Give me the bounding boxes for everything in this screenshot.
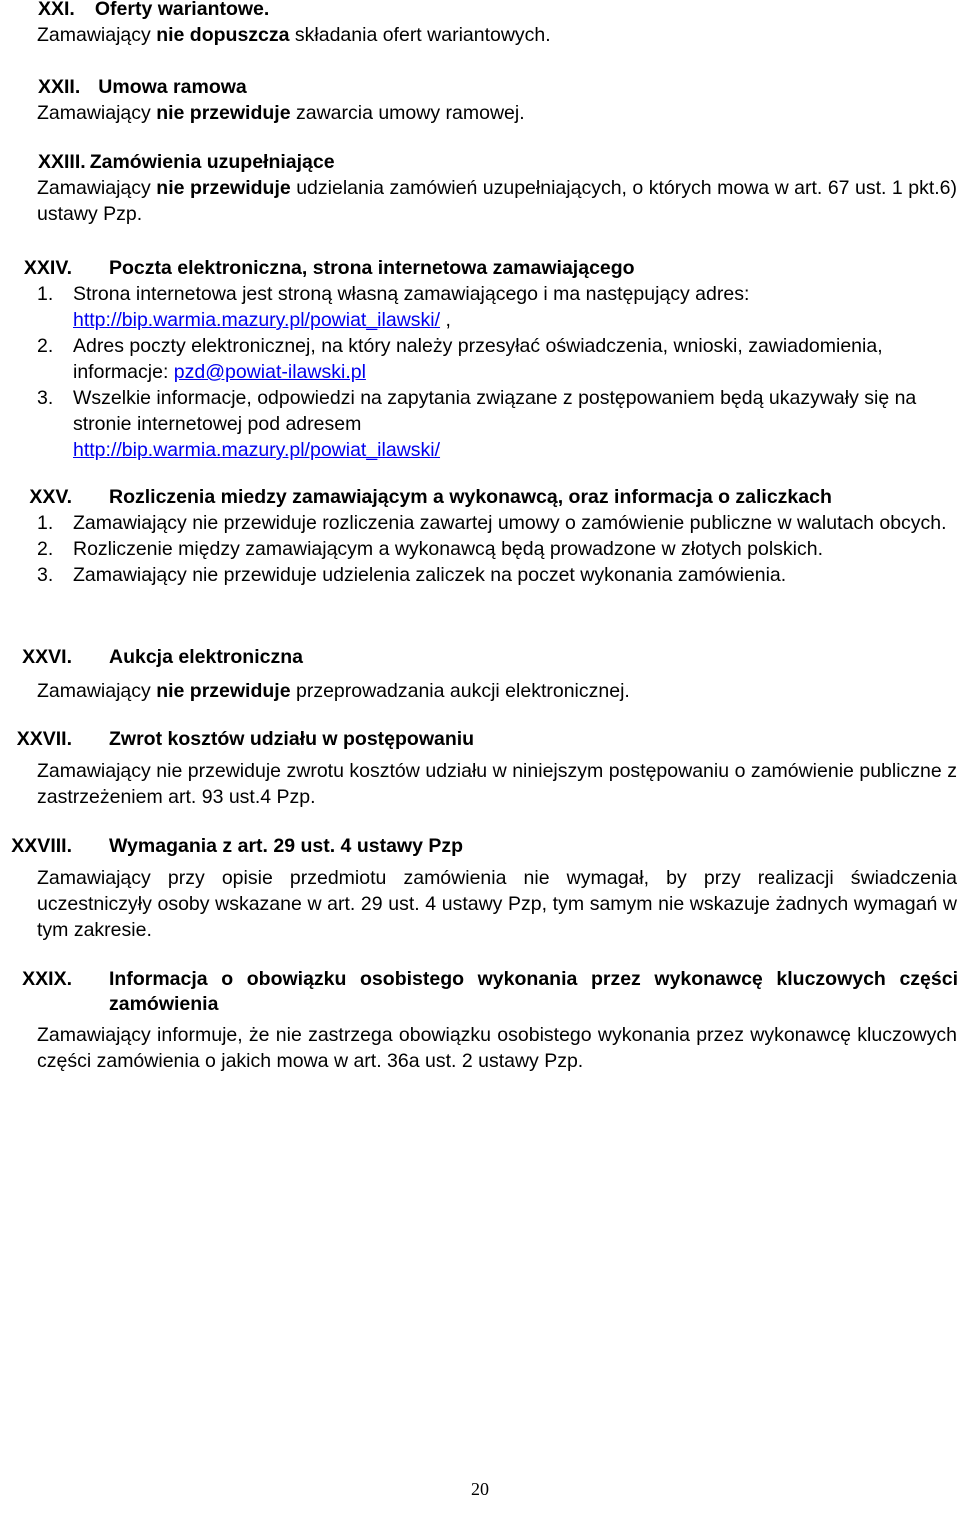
section-number: XXII. — [38, 76, 81, 98]
section-number: XXV. — [29, 486, 72, 508]
email-link[interactable]: pzd@powiat-ilawski.pl — [173, 361, 366, 383]
section-heading — [0, 485, 960, 510]
section-heading — [0, 0, 960, 22]
bip-link[interactable]: http://bip.warmia.mazury.pl/powiat_ilawski/ — [73, 309, 441, 331]
section-paragraph: Zamawiający nie przewiduje przeprowadzania aukcji elektronicznej. — [37, 680, 630, 702]
section-paragraph: Zamawiający nie przewiduje udzielania zamówień uzupełniających, o których mowa w art. 67 ust. 1 pkt.6) ustawy Pzp. — [37, 177, 958, 225]
section-xxiv — [0, 256, 960, 463]
list-item: 3. Zamawiający nie przewiduje udzielenia zaliczek na poczet wykonania zamówienia. — [37, 564, 787, 586]
section-number: XXVIII. — [11, 835, 72, 857]
section-title: Zwrot kosztów udziału w postępowaniu — [109, 728, 475, 750]
section-xxi — [0, 0, 960, 48]
section-xxix — [0, 967, 960, 1074]
section-title: Zamówienia uzupełniające — [89, 151, 335, 173]
section-title: Oferty wariantowe. — [94, 0, 270, 20]
section-number: XXVI. — [22, 646, 72, 668]
section-paragraph: Zamawiający informuje, że nie zastrzega obowiązku osobistego wykonania przez wykonawcę kluczowych części zamówienia o jakich mowa w art. 36a ust. 2 ustawy Pzp. — [37, 1024, 957, 1072]
section-heading — [0, 727, 960, 752]
section-heading — [0, 75, 960, 100]
section-heading — [0, 645, 960, 670]
section-number: XXI. — [38, 0, 75, 20]
section-title: Rozliczenia miedzy zamawiającym a wykonawcą, oraz informacja o zaliczkach — [109, 486, 832, 508]
section-xxviii — [0, 834, 960, 943]
list-item: 2. Rozliczenie między zamawiającym a wykonawcą będą prowadzone w złotych polskich. — [37, 538, 823, 560]
bip-link[interactable]: http://bip.warmia.mazury.pl/powiat_ilawski/ — [73, 439, 441, 461]
list-item: 1. Strona internetowa jest stroną własną zamawiającego i ma następujący adres: http://bip.warmia.mazury.pl/powiat_ilawski/ , — [37, 283, 750, 331]
section-number: XXVII. — [16, 728, 72, 750]
section-title: Informacja o obowiązku osobistego wykonania przez wykonawcę kluczowych części zamówienia — [109, 968, 958, 1015]
list-item: 3. Wszelkie informacje, odpowiedzi na zapytania związane z postępowaniem będą ukazywały się na stronie internetowej pod adresem http://bip.warmia.mazury.pl/powiat_ilawski/ — [37, 387, 917, 461]
list-item: 2. Adres poczty elektronicznej, na który należy przesyłać oświadczenia, wnioski, zawiadomienia, informacje: pzd@powiat-ilawski.pl — [37, 335, 883, 383]
page-number: 20 — [471, 1479, 489, 1499]
section-title: Wymagania z art. 29 ust. 4 ustawy Pzp — [109, 835, 464, 857]
section-xxv — [0, 485, 960, 588]
section-heading — [0, 967, 960, 1017]
section-heading — [0, 834, 960, 859]
section-title: Poczta elektroniczna, strona internetowa zamawiającego — [109, 257, 635, 279]
section-xxii — [0, 75, 960, 126]
section-heading — [0, 150, 960, 175]
section-number: XXIV. — [23, 257, 72, 279]
section-paragraph: Zamawiający nie przewiduje zwrotu kosztów udziału w niniejszym postępowaniu o zamówienie publiczne z zastrzeżeniem art. 93 ust.4 Pzp. — [37, 760, 957, 808]
section-paragraph: Zamawiający nie dopuszcza składania ofert wariantowych. — [37, 24, 551, 46]
section-title: Aukcja elektroniczna — [109, 646, 303, 668]
section-number: XXIX. — [22, 968, 72, 990]
section-number: XXIII. — [38, 151, 86, 173]
section-heading — [0, 256, 960, 281]
section-xxvii — [0, 727, 960, 810]
section-paragraph: Zamawiający przy opisie przedmiotu zamówienia nie wymagał, by przy realizacji świadczenia uczestniczyły osoby wskazane w art. 29 ust. 4 ustawy Pzp, tym samym nie wskazuje żadnych wymagań w tym zakresie. — [37, 867, 957, 941]
section-title: Umowa ramowa — [98, 76, 247, 98]
section-paragraph: Zamawiający nie przewiduje zawarcia umowy ramowej. — [37, 102, 525, 124]
section-xxiii — [0, 150, 960, 227]
list-item: 1. Zamawiający nie przewiduje rozliczenia zawartej umowy o zamówienie publiczne w walutach obcych. — [37, 512, 947, 534]
section-xxvi — [0, 645, 960, 704]
